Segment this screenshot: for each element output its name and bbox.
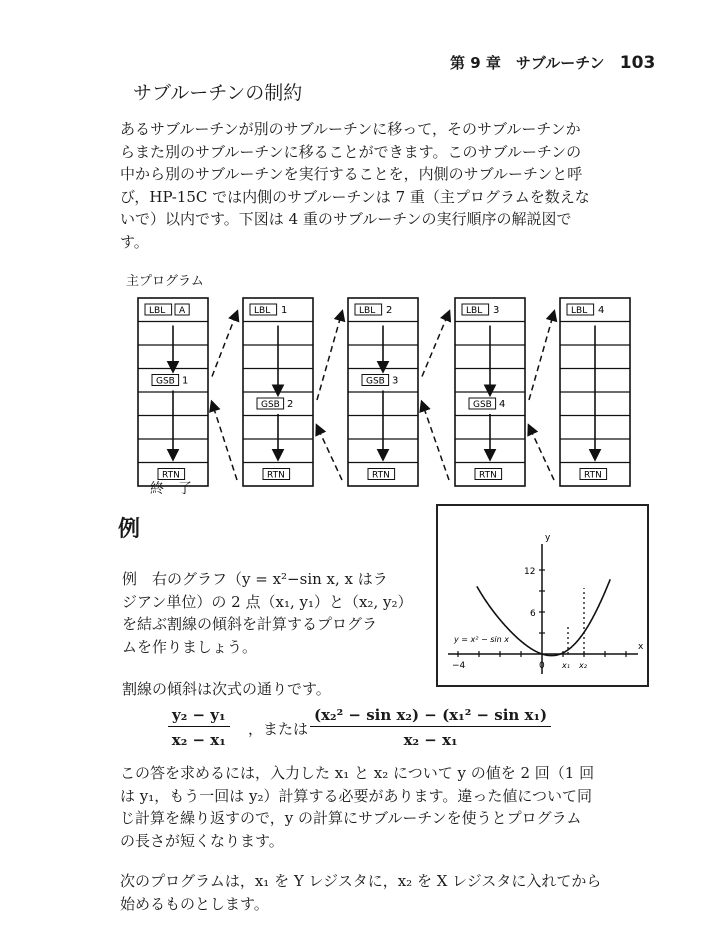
slope-intro: 割線の傾斜は次式の通りです。 — [122, 680, 331, 698]
x-axis-label: x — [638, 642, 644, 652]
return-arrow — [317, 426, 342, 480]
gsb-number-0: 1 — [182, 375, 189, 387]
gsb-3-key: GSB — [473, 400, 492, 410]
right-denominator: x₂ − x₁ — [403, 731, 458, 749]
rtn-2-key: RTN — [372, 470, 390, 481]
tick-12-label: 12 — [524, 567, 536, 577]
main-program-label: 主プログラム — [126, 274, 204, 289]
return-arrow — [529, 426, 554, 480]
lbl-suffix-0-key: A — [179, 306, 186, 316]
call-arrow — [212, 312, 237, 377]
y-axis-label: y — [545, 533, 551, 543]
gsb-number-3: 4 — [499, 399, 506, 410]
chapter-title: 第 9 章 サブルーチン — [450, 54, 605, 72]
tick-0-label: 0 — [539, 661, 545, 671]
lbl-4-key: LBL — [571, 306, 588, 316]
lbl-number-2: 2 — [386, 305, 393, 316]
left-fraction — [168, 706, 230, 749]
curve-label: y = x² − sin x — [454, 635, 509, 644]
section-title: サブルーチンの制約 — [133, 82, 303, 104]
example-heading: 例 — [118, 517, 141, 542]
gsb-2-key: GSB — [366, 376, 385, 387]
tick-6-label: 6 — [530, 609, 536, 619]
lbl-number-1: 1 — [281, 305, 288, 316]
return-arrow — [212, 403, 237, 481]
page-number: 103 — [619, 53, 656, 73]
lbl-number-3: 3 — [493, 305, 500, 316]
closing-paragraph: 次のプログラムは，x₁ を Y レジスタに，x₂ を X レジスタに入れてから 始めるものとします。 — [120, 872, 602, 913]
x2-label: x₂ — [579, 661, 587, 670]
parabola-graph — [438, 506, 647, 685]
return-arrow — [422, 403, 449, 481]
lbl-number-4: 4 — [598, 305, 605, 316]
left-numerator: y₂ − y₁ — [168, 706, 230, 727]
call-arrow — [422, 312, 449, 377]
rtn-4-key: RTN — [584, 470, 602, 481]
graph-frame — [436, 504, 649, 687]
lbl-1-key: LBL — [254, 306, 271, 316]
call-arrow — [317, 312, 342, 400]
gsb-number-2: 3 — [392, 375, 399, 387]
left-denominator: x₂ − x₁ — [171, 731, 226, 749]
x1-label: x₁ — [562, 661, 570, 670]
lbl-3-key: LBL — [466, 306, 483, 316]
slope-formula — [168, 706, 588, 762]
rtn-0-key: RTN — [162, 470, 180, 481]
rtn-1-key: RTN — [267, 470, 285, 481]
right-fraction — [310, 706, 551, 749]
formula-conjunction: ，または — [248, 720, 309, 738]
rtn-3-key: RTN — [479, 470, 497, 481]
lbl-2-key: LBL — [359, 306, 376, 316]
end-label: 終 了 — [150, 481, 192, 497]
right-numerator: (x₂² − sin x₂) − (x₁² − sin x₁) — [310, 706, 551, 727]
example-paragraph: 例 右のグラフ（y = x²−sin x, x はラ ジアン単位）の 2 点（x₁, y₁）と（x₂, y₂） を結ぶ割線の傾斜を計算するプログラ ムを作りましょう。 — [122, 570, 413, 656]
intro-paragraph: あるサブルーチンが別のサブルーチンに移って，そのサブルーチンか らまた別のサブルーチンに移ることができます。このサブルーチンの 中から別のサブルーチンを実行することを，内側のサブルーチンと呼 び，HP-15C では内側のサブルーチンは 7 重（主プログラムを数えな いで）以内です。下図は 4 重のサブルーチンの実行順序の解説図で す。 — [120, 120, 590, 251]
lbl-0-key: LBL — [149, 306, 166, 316]
tick-neg4-label: −4 — [452, 661, 466, 671]
gsb-number-1: 2 — [287, 399, 294, 410]
gsb-1-key: GSB — [261, 400, 280, 410]
call-arrow — [529, 312, 554, 400]
answer-paragraph: この答を求めるには，入力した x₁ と x₂ について y の値を 2 回（1 回 は y₁，もう一回は y₂）計算する必要があります。違った値について同 じ計算を繰り返すので，y の計算にサブルーチンを使うとプログラム の長さが短くなります。 — [120, 764, 595, 850]
gsb-0-key: GSB — [156, 376, 175, 387]
